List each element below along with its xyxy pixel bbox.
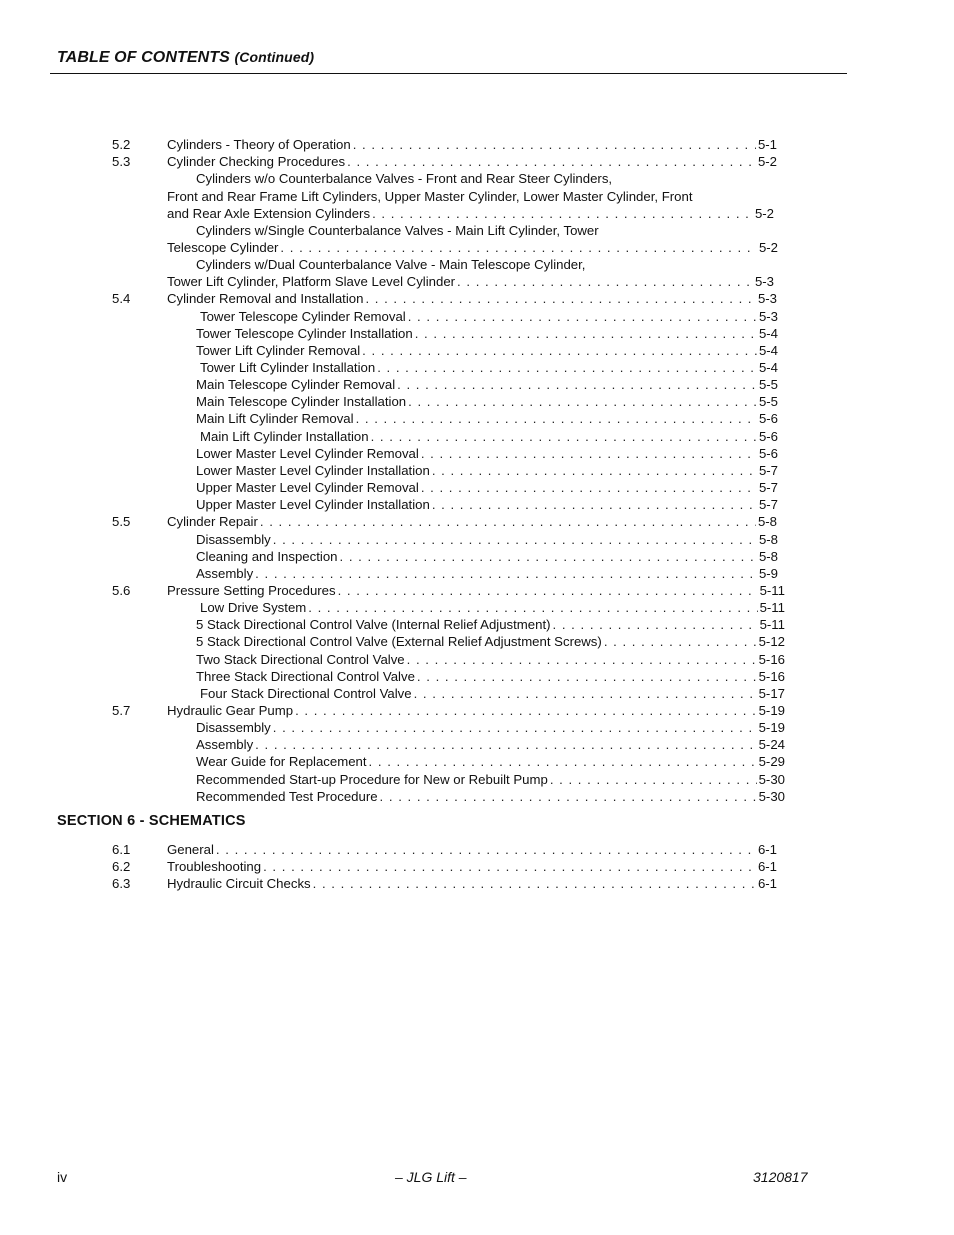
toc-page: 5-2 [754,206,774,221]
toc-page: 5-5 [758,377,778,392]
dot-leader [371,428,757,445]
toc-entry[interactable] [196,736,785,753]
dot-leader [255,565,757,582]
toc-number: 5.3 [112,154,131,169]
toc-title: Main Lift Cylinder Removal [196,411,354,426]
toc-title: Tower Telescope Cylinder Removal [200,309,406,324]
toc-page: 5-24 [758,737,785,752]
dot-leader [553,616,758,633]
toc-entry[interactable] [196,445,778,462]
dot-leader [408,308,757,325]
toc-title: Pressure Setting Procedures [167,583,336,598]
toc-entry[interactable] [200,685,785,702]
toc-title: Telescope Cylinder [167,240,279,255]
toc-title: 5 Stack Directional Control Valve (External Relief Adjustment Screws) [196,634,602,649]
toc-title: Upper Master Level Cylinder Removal [196,480,419,495]
toc-page: 5-30 [758,789,785,804]
dot-leader [340,548,757,565]
toc-title: Hydraulic Circuit Checks [167,876,311,891]
toc-title: Cylinders - Theory of Operation [167,137,351,152]
toc-title: Main Telescope Cylinder Installation [196,394,407,409]
toc-page: 5-30 [758,772,785,787]
toc-entry[interactable] [167,875,777,892]
toc-entry[interactable] [167,702,785,719]
toc-number: 5.5 [112,514,131,529]
dot-leader [280,239,757,256]
toc-entry[interactable] [196,668,785,685]
dot-leader [417,668,757,685]
dot-leader [255,736,756,753]
dot-leader [550,771,757,788]
dot-leader [273,531,757,548]
dot-leader [338,582,758,599]
dot-leader [457,273,753,290]
dot-leader [260,513,756,530]
toc-page: 5-8 [758,549,778,564]
header-continued-text: (Continued) [234,49,315,65]
toc-page: 5-29 [758,754,785,769]
toc-title: Upper Master Level Cylinder Installation [196,497,430,512]
toc-page: 5-1 [757,137,777,152]
toc-title: and Rear Axle Extension Cylinders [167,206,371,221]
toc-entry[interactable] [196,753,785,770]
toc-page: 5-7 [758,497,778,512]
toc-title: Two Stack Directional Control Valve [196,652,405,667]
toc-entry[interactable] [200,308,778,325]
toc-title: Cylinder Checking Procedures [167,154,346,169]
dot-leader [308,599,757,616]
toc-title: Main Lift Cylinder Installation [200,429,369,444]
dot-leader [313,875,756,892]
toc-title: Recommended Test Procedure [196,789,378,804]
toc-entry[interactable] [200,359,778,376]
toc-number: 6.3 [112,876,131,891]
toc-entry[interactable] [196,342,778,359]
footer-page-number: iv [57,1169,68,1185]
toc-number: 5.2 [112,137,131,152]
toc-page: 5-4 [758,343,778,358]
dot-leader [421,445,757,462]
toc-page: 5-6 [758,429,778,444]
toc-title: Lower Master Level Cylinder Installation [196,463,430,478]
toc-page: 5-4 [758,326,778,341]
toc-entry[interactable] [196,376,778,393]
toc-title: Wear Guide for Replacement [196,754,367,769]
toc-page: 5-17 [758,686,785,701]
dot-leader [362,342,757,359]
toc-title: Hydraulic Gear Pump [167,703,294,718]
toc-title: Troubleshooting [167,859,262,874]
toc-page: 5-12 [758,634,785,649]
toc-entry[interactable] [167,582,785,599]
toc-title: Assembly [196,566,254,581]
toc-entry[interactable] [200,428,778,445]
toc-page: 6-1 [757,859,777,874]
toc-number: 6.2 [112,859,131,874]
toc-page: 5-11 [759,600,785,615]
toc-title: Low Drive System [200,600,307,615]
toc-title: Cylinder Repair [167,514,258,529]
toc-page: 6-1 [757,842,777,857]
dot-leader [408,393,757,410]
dot-leader [407,651,757,668]
dot-leader [377,359,757,376]
toc-title: General [167,842,214,857]
toc-entry[interactable] [167,273,774,290]
toc-entry[interactable] [196,788,785,805]
toc-title: Front and Rear Frame Lift Cylinders, Upper Master Cylinder, Lower Master Cylinder, Front [167,189,693,204]
dot-leader [415,325,757,342]
toc-entry[interactable] [196,548,778,565]
dot-leader [432,462,757,479]
dot-leader [356,410,757,427]
toc-page: 5-3 [757,291,777,306]
dot-leader [273,719,757,736]
toc-entry[interactable] [167,153,777,170]
toc-entry[interactable] [196,479,778,496]
toc-entry[interactable] [196,651,785,668]
toc-title: Recommended Start-up Procedure for New or Rebuilt Pump [196,772,548,787]
toc-entry[interactable] [167,239,778,256]
dot-leader [347,153,756,170]
dot-leader [353,136,756,153]
toc-page: 5-7 [758,480,778,495]
toc-entry[interactable] [167,205,774,222]
section-6-heading: SECTION 6 - SCHEMATICS [57,813,246,829]
toc-page: 5-2 [757,154,777,169]
toc-title: 5 Stack Directional Control Valve (Internal Relief Adjustment) [196,617,551,632]
toc-page: 5-4 [758,360,778,375]
toc-entry[interactable] [167,136,777,153]
page-header-title [57,49,314,67]
toc-title: Tower Telescope Cylinder Installation [196,326,413,341]
toc-title: Four Stack Directional Control Valve [200,686,412,701]
toc-title: Assembly [196,737,254,752]
dot-leader [414,685,757,702]
toc-title: Cylinders w/Dual Counterbalance Valve - Main Telescope Cylinder, [196,257,586,272]
toc-page: 5-16 [758,669,785,684]
toc-title: Disassembly [196,532,271,547]
toc-entry[interactable] [167,841,777,858]
toc-page: 5-5 [758,394,778,409]
dot-leader [372,205,753,222]
toc-entry[interactable] [167,290,777,307]
toc-entry[interactable] [196,719,785,736]
toc-entry[interactable] [167,858,777,875]
dot-leader [432,496,757,513]
toc-entry[interactable] [196,393,778,410]
toc-title: Three Stack Directional Control Valve [196,669,415,684]
dot-leader [263,858,756,875]
toc-number: 5.7 [112,703,131,718]
footer-document-number: 3120817 [753,1169,808,1185]
toc-page: 5-6 [758,446,778,461]
dot-leader [369,753,757,770]
toc-page: 5-9 [758,566,778,581]
toc-page: 5-7 [758,463,778,478]
toc-entry[interactable] [196,325,778,342]
toc-title: Cleaning and Inspection [196,549,338,564]
toc-page: 5-3 [758,309,778,324]
dot-leader [295,702,757,719]
toc-title: Lower Master Level Cylinder Removal [196,446,419,461]
dot-leader [380,788,757,805]
toc-title: Tower Lift Cylinder, Platform Slave Level Cylinder [167,274,456,289]
toc-number: 5.4 [112,291,131,306]
toc-entry[interactable] [196,616,785,633]
toc-page: 6-1 [757,876,777,891]
toc-page: 5-3 [754,274,774,289]
header-title-text: TABLE OF CONTENTS [57,49,230,66]
toc-entry[interactable] [196,771,785,788]
dot-leader [365,290,755,307]
toc-entry[interactable] [196,531,778,548]
toc-page: 5-8 [758,532,778,547]
toc-page: 5-19 [758,720,785,735]
toc-title: Tower Lift Cylinder Installation [200,360,376,375]
dot-leader [216,841,756,858]
dot-leader [397,376,757,393]
toc-entry[interactable] [167,513,777,530]
toc-page: 5-16 [758,652,785,667]
dot-leader [604,633,757,650]
toc-page: 5-6 [758,411,778,426]
toc-entry[interactable] [196,410,778,427]
toc-page: 5-11 [759,617,785,632]
toc-number: 6.1 [112,842,131,857]
toc-entry[interactable] [196,496,778,513]
dot-leader [421,479,757,496]
toc-title: Cylinder Removal and Installation [167,291,364,306]
toc-title: Cylinders w/o Counterbalance Valves - Front and Rear Steer Cylinders, [196,171,613,186]
toc-entry[interactable] [196,633,785,650]
toc-entry[interactable] [196,565,778,582]
toc-page: 5-19 [758,703,785,718]
toc-title: Disassembly [196,720,271,735]
header-rule [50,73,847,74]
footer-brand: – JLG Lift – [395,1169,467,1185]
toc-page: 5-11 [759,583,785,598]
toc-title: Main Telescope Cylinder Removal [196,377,396,392]
toc-title: Cylinders w/Single Counterbalance Valves - Main Lift Cylinder, Tower [196,223,599,238]
toc-page: 5-8 [757,514,777,529]
toc-entry[interactable] [196,462,778,479]
toc-title: Tower Lift Cylinder Removal [196,343,361,358]
toc-page: 5-2 [758,240,778,255]
toc-number: 5.6 [112,583,131,598]
toc-entry[interactable] [200,599,785,616]
